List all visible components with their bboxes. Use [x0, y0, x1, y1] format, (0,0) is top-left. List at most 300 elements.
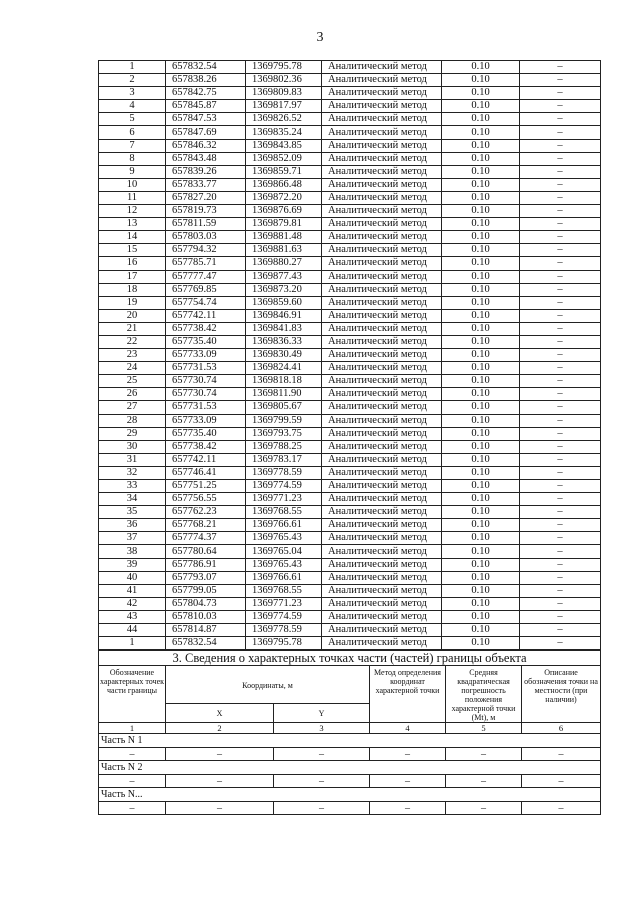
description-cell: –: [520, 205, 601, 218]
description-cell: –: [520, 414, 601, 427]
precision-cell: 0.10: [442, 205, 520, 218]
coordinate-row: [99, 506, 601, 519]
x-coordinate: 657793.07: [166, 571, 246, 584]
method-cell: Аналитический метод: [322, 414, 442, 427]
section-3-title: 3. Сведения о характерных точках части (частей) границы объекта: [99, 651, 601, 666]
x-coordinate: 657735.40: [166, 427, 246, 440]
point-number: 9: [99, 165, 166, 178]
coordinate-row: [99, 218, 601, 231]
y-coordinate: 1369805.67: [246, 401, 322, 414]
description-cell: –: [520, 624, 601, 637]
coordinate-row: [99, 519, 601, 532]
description-cell: –: [520, 388, 601, 401]
dash-cell: –: [446, 802, 522, 815]
x-coordinate: 657731.53: [166, 362, 246, 375]
x-coordinate: 657730.74: [166, 375, 246, 388]
precision-cell: 0.10: [442, 74, 520, 87]
precision-cell: 0.10: [442, 178, 520, 191]
point-number: 17: [99, 270, 166, 283]
method-cell: Аналитический метод: [322, 126, 442, 139]
section-3-table: [98, 650, 601, 815]
precision-cell: 0.10: [442, 283, 520, 296]
method-cell: Аналитический метод: [322, 61, 442, 74]
method-cell: Аналитический метод: [322, 87, 442, 100]
coordinate-row: [99, 427, 601, 440]
point-number: 25: [99, 375, 166, 388]
description-cell: –: [520, 218, 601, 231]
description-cell: –: [520, 335, 601, 348]
x-coordinate: 657847.53: [166, 113, 246, 126]
coordinate-row: [99, 257, 601, 270]
precision-cell: 0.10: [442, 309, 520, 322]
x-coordinate: 657768.21: [166, 519, 246, 532]
method-cell: Аналитический метод: [322, 244, 442, 257]
col-number: 3: [274, 723, 370, 734]
point-number: 24: [99, 362, 166, 375]
point-number: 27: [99, 401, 166, 414]
method-cell: Аналитический метод: [322, 506, 442, 519]
coordinate-row: [99, 113, 601, 126]
point-number: 19: [99, 296, 166, 309]
header-method: Метод определения координат характерной точки: [370, 666, 446, 723]
method-cell: Аналитический метод: [322, 113, 442, 126]
header-point-designation: Обозначение характерных точек части границы: [99, 666, 166, 723]
y-coordinate: 1369879.81: [246, 218, 322, 231]
x-coordinate: 657733.09: [166, 414, 246, 427]
precision-cell: 0.10: [442, 218, 520, 231]
description-cell: –: [520, 427, 601, 440]
precision-cell: 0.10: [442, 610, 520, 623]
point-number: 4: [99, 100, 166, 113]
dash-cell: –: [166, 748, 274, 761]
method-cell: Аналитический метод: [322, 584, 442, 597]
description-cell: –: [520, 440, 601, 453]
description-cell: –: [520, 139, 601, 152]
dash-cell: –: [522, 802, 601, 815]
method-cell: Аналитический метод: [322, 322, 442, 335]
point-number: 34: [99, 493, 166, 506]
coordinate-row: [99, 87, 601, 100]
y-coordinate: 1369880.27: [246, 257, 322, 270]
method-cell: Аналитический метод: [322, 191, 442, 204]
x-coordinate: 657794.32: [166, 244, 246, 257]
description-cell: –: [520, 87, 601, 100]
coordinate-row: [99, 597, 601, 610]
description-cell: –: [520, 309, 601, 322]
precision-cell: 0.10: [442, 493, 520, 506]
x-coordinate: 657838.26: [166, 74, 246, 87]
description-cell: –: [520, 571, 601, 584]
x-coordinate: 657730.74: [166, 388, 246, 401]
dash-cell: –: [99, 802, 166, 815]
precision-cell: 0.10: [442, 87, 520, 100]
precision-cell: 0.10: [442, 61, 520, 74]
y-coordinate: 1369830.49: [246, 349, 322, 362]
y-coordinate: 1369835.24: [246, 126, 322, 139]
method-cell: Аналитический метод: [322, 571, 442, 584]
y-coordinate: 1369795.78: [246, 61, 322, 74]
point-number: 6: [99, 126, 166, 139]
point-number: 18: [99, 283, 166, 296]
precision-cell: 0.10: [442, 165, 520, 178]
x-coordinate: 657843.48: [166, 152, 246, 165]
precision-cell: 0.10: [442, 637, 520, 650]
dash-cell: –: [446, 775, 522, 788]
description-cell: –: [520, 126, 601, 139]
precision-cell: 0.10: [442, 401, 520, 414]
x-coordinate: 657738.42: [166, 440, 246, 453]
precision-cell: 0.10: [442, 231, 520, 244]
x-coordinate: 657819.73: [166, 205, 246, 218]
point-number: 15: [99, 244, 166, 257]
dash-cell: –: [99, 775, 166, 788]
point-number: 12: [99, 205, 166, 218]
precision-cell: 0.10: [442, 624, 520, 637]
coordinate-row: [99, 139, 601, 152]
dash-cell: –: [99, 748, 166, 761]
x-coordinate: 657756.55: [166, 493, 246, 506]
col-number: 5: [446, 723, 522, 734]
coordinate-row: [99, 165, 601, 178]
precision-cell: 0.10: [442, 440, 520, 453]
coordinate-row: [99, 637, 601, 650]
x-coordinate: 657842.75: [166, 87, 246, 100]
method-cell: Аналитический метод: [322, 100, 442, 113]
description-cell: –: [520, 74, 601, 87]
coordinate-row: [99, 244, 601, 257]
point-number: 36: [99, 519, 166, 532]
y-coordinate: 1369766.61: [246, 571, 322, 584]
x-coordinate: 657827.20: [166, 191, 246, 204]
dash-cell: –: [274, 775, 370, 788]
x-coordinate: 657811.59: [166, 218, 246, 231]
precision-cell: 0.10: [442, 427, 520, 440]
coordinate-row: [99, 349, 601, 362]
header-coordinates: Координаты, м: [166, 666, 370, 704]
description-cell: –: [520, 322, 601, 335]
description-cell: –: [520, 637, 601, 650]
description-cell: –: [520, 453, 601, 466]
coordinate-row: [99, 401, 601, 414]
y-coordinate: 1369876.69: [246, 205, 322, 218]
y-coordinate: 1369836.33: [246, 335, 322, 348]
x-coordinate: 657786.91: [166, 558, 246, 571]
y-coordinate: 1369774.59: [246, 610, 322, 623]
part-1-label: Часть N 1: [99, 734, 601, 748]
y-coordinate: 1369841.83: [246, 322, 322, 335]
precision-cell: 0.10: [442, 571, 520, 584]
y-coordinate: 1369881.63: [246, 244, 322, 257]
coordinate-row: [99, 493, 601, 506]
method-cell: Аналитический метод: [322, 388, 442, 401]
y-coordinate: 1369824.41: [246, 362, 322, 375]
header-x: X: [166, 704, 274, 723]
method-cell: Аналитический метод: [322, 335, 442, 348]
precision-cell: 0.10: [442, 414, 520, 427]
part-2-label: Часть N 2: [99, 761, 601, 775]
y-coordinate: 1369843.85: [246, 139, 322, 152]
y-coordinate: 1369881.48: [246, 231, 322, 244]
point-number: 16: [99, 257, 166, 270]
description-cell: –: [520, 545, 601, 558]
y-coordinate: 1369817.97: [246, 100, 322, 113]
description-cell: –: [520, 296, 601, 309]
y-coordinate: 1369783.17: [246, 453, 322, 466]
coordinate-row: [99, 414, 601, 427]
description-cell: –: [520, 610, 601, 623]
coordinate-row: [99, 362, 601, 375]
column-numbers-row: [99, 723, 601, 734]
description-cell: –: [520, 244, 601, 257]
point-number: 38: [99, 545, 166, 558]
point-number: 5: [99, 113, 166, 126]
coordinate-row: [99, 584, 601, 597]
y-coordinate: 1369859.60: [246, 296, 322, 309]
precision-cell: 0.10: [442, 558, 520, 571]
description-cell: –: [520, 152, 601, 165]
point-number: 42: [99, 597, 166, 610]
point-number: 33: [99, 480, 166, 493]
precision-cell: 0.10: [442, 506, 520, 519]
method-cell: Аналитический метод: [322, 519, 442, 532]
point-number: 40: [99, 571, 166, 584]
description-cell: –: [520, 100, 601, 113]
dash-cell: –: [274, 802, 370, 815]
x-coordinate: 657839.26: [166, 165, 246, 178]
col-number: 2: [166, 723, 274, 734]
x-coordinate: 657780.64: [166, 545, 246, 558]
precision-cell: 0.10: [442, 257, 520, 270]
precision-cell: 0.10: [442, 244, 520, 257]
dash-cell: –: [370, 775, 446, 788]
point-number: 8: [99, 152, 166, 165]
description-cell: –: [520, 401, 601, 414]
precision-cell: 0.10: [442, 362, 520, 375]
x-coordinate: 657762.23: [166, 506, 246, 519]
point-number: 14: [99, 231, 166, 244]
coordinate-row: [99, 480, 601, 493]
x-coordinate: 657754.74: [166, 296, 246, 309]
description-cell: –: [520, 493, 601, 506]
coordinate-row: [99, 453, 601, 466]
coordinate-row: [99, 558, 601, 571]
y-coordinate: 1369872.20: [246, 191, 322, 204]
y-coordinate: 1369774.59: [246, 480, 322, 493]
method-cell: Аналитический метод: [322, 362, 442, 375]
coordinate-row: [99, 61, 601, 74]
x-coordinate: 657769.85: [166, 283, 246, 296]
y-coordinate: 1369768.55: [246, 506, 322, 519]
precision-cell: 0.10: [442, 126, 520, 139]
y-coordinate: 1369811.90: [246, 388, 322, 401]
coordinate-row: [99, 126, 601, 139]
description-cell: –: [520, 178, 601, 191]
description-cell: –: [520, 349, 601, 362]
description-cell: –: [520, 165, 601, 178]
x-coordinate: 657735.40: [166, 335, 246, 348]
point-number: 41: [99, 584, 166, 597]
point-number: 44: [99, 624, 166, 637]
x-coordinate: 657785.71: [166, 257, 246, 270]
precision-cell: 0.10: [442, 388, 520, 401]
point-number: 2: [99, 74, 166, 87]
method-cell: Аналитический метод: [322, 558, 442, 571]
precision-cell: 0.10: [442, 466, 520, 479]
method-cell: Аналитический метод: [322, 270, 442, 283]
coordinate-row: [99, 100, 601, 113]
coordinate-row: [99, 296, 601, 309]
col-number: 1: [99, 723, 166, 734]
coordinates-table: [98, 60, 601, 650]
precision-cell: 0.10: [442, 545, 520, 558]
x-coordinate: 657846.32: [166, 139, 246, 152]
coordinate-row: [99, 532, 601, 545]
precision-cell: 0.10: [442, 532, 520, 545]
description-cell: –: [520, 532, 601, 545]
method-cell: Аналитический метод: [322, 401, 442, 414]
coordinate-row: [99, 571, 601, 584]
coordinate-row: [99, 545, 601, 558]
precision-cell: 0.10: [442, 296, 520, 309]
x-coordinate: 657832.54: [166, 637, 246, 650]
method-cell: Аналитический метод: [322, 218, 442, 231]
y-coordinate: 1369809.83: [246, 87, 322, 100]
precision-cell: 0.10: [442, 139, 520, 152]
x-coordinate: 657738.42: [166, 322, 246, 335]
coordinate-row: [99, 152, 601, 165]
coordinate-row: [99, 205, 601, 218]
method-cell: Аналитический метод: [322, 427, 442, 440]
description-cell: –: [520, 480, 601, 493]
method-cell: Аналитический метод: [322, 466, 442, 479]
coordinate-row: [99, 610, 601, 623]
x-coordinate: 657810.03: [166, 610, 246, 623]
point-number: 26: [99, 388, 166, 401]
method-cell: Аналитический метод: [322, 349, 442, 362]
precision-cell: 0.10: [442, 453, 520, 466]
header-precision: Средняя квадратическая погрешность положения характерной точки (Mt), м: [446, 666, 522, 723]
coordinate-row: [99, 309, 601, 322]
header-y: Y: [274, 704, 370, 723]
y-coordinate: 1369771.23: [246, 493, 322, 506]
method-cell: Аналитический метод: [322, 283, 442, 296]
x-coordinate: 657751.25: [166, 480, 246, 493]
description-cell: –: [520, 519, 601, 532]
description-cell: –: [520, 558, 601, 571]
x-coordinate: 657731.53: [166, 401, 246, 414]
precision-cell: 0.10: [442, 322, 520, 335]
precision-cell: 0.10: [442, 375, 520, 388]
precision-cell: 0.10: [442, 335, 520, 348]
coordinate-row: [99, 270, 601, 283]
description-cell: –: [520, 191, 601, 204]
y-coordinate: 1369852.09: [246, 152, 322, 165]
point-number: 29: [99, 427, 166, 440]
x-coordinate: 657833.77: [166, 178, 246, 191]
method-cell: Аналитический метод: [322, 610, 442, 623]
description-cell: –: [520, 61, 601, 74]
description-cell: –: [520, 506, 601, 519]
y-coordinate: 1369795.78: [246, 637, 322, 650]
method-cell: Аналитический метод: [322, 597, 442, 610]
method-cell: Аналитический метод: [322, 139, 442, 152]
description-cell: –: [520, 231, 601, 244]
dash-cell: –: [370, 802, 446, 815]
x-coordinate: 657733.09: [166, 349, 246, 362]
description-cell: –: [520, 113, 601, 126]
coordinate-row: [99, 466, 601, 479]
header-description: Описание обозначения точки на местности (при наличии): [522, 666, 601, 723]
col-number: 4: [370, 723, 446, 734]
precision-cell: 0.10: [442, 597, 520, 610]
point-number: 28: [99, 414, 166, 427]
x-coordinate: 657845.87: [166, 100, 246, 113]
x-coordinate: 657814.87: [166, 624, 246, 637]
y-coordinate: 1369826.52: [246, 113, 322, 126]
coordinate-row: [99, 283, 601, 296]
x-coordinate: 657832.54: [166, 61, 246, 74]
x-coordinate: 657777.47: [166, 270, 246, 283]
dash-cell: –: [166, 802, 274, 815]
y-coordinate: 1369873.20: [246, 283, 322, 296]
point-number: 35: [99, 506, 166, 519]
part-n-row: [99, 802, 601, 815]
x-coordinate: 657746.41: [166, 466, 246, 479]
dash-cell: –: [522, 775, 601, 788]
coordinate-row: [99, 322, 601, 335]
precision-cell: 0.10: [442, 270, 520, 283]
y-coordinate: 1369771.23: [246, 597, 322, 610]
y-coordinate: 1369766.61: [246, 519, 322, 532]
dash-cell: –: [166, 775, 274, 788]
precision-cell: 0.10: [442, 191, 520, 204]
y-coordinate: 1369765.43: [246, 532, 322, 545]
point-number: 1: [99, 61, 166, 74]
point-number: 3: [99, 87, 166, 100]
y-coordinate: 1369765.43: [246, 558, 322, 571]
point-number: 23: [99, 349, 166, 362]
method-cell: Аналитический метод: [322, 257, 442, 270]
method-cell: Аналитический метод: [322, 375, 442, 388]
coordinate-row: [99, 624, 601, 637]
y-coordinate: 1369793.75: [246, 427, 322, 440]
point-number: 43: [99, 610, 166, 623]
point-number: 21: [99, 322, 166, 335]
x-coordinate: 657799.05: [166, 584, 246, 597]
y-coordinate: 1369765.04: [246, 545, 322, 558]
method-cell: Аналитический метод: [322, 296, 442, 309]
part-1-row: [99, 748, 601, 761]
method-cell: Аналитический метод: [322, 309, 442, 322]
description-cell: –: [520, 584, 601, 597]
method-cell: Аналитический метод: [322, 205, 442, 218]
dash-cell: –: [274, 748, 370, 761]
point-number: 11: [99, 191, 166, 204]
y-coordinate: 1369802.36: [246, 74, 322, 87]
method-cell: Аналитический метод: [322, 624, 442, 637]
point-number: 22: [99, 335, 166, 348]
point-number: 37: [99, 532, 166, 545]
point-number: 10: [99, 178, 166, 191]
page-number: 3: [316, 30, 324, 45]
description-cell: –: [520, 466, 601, 479]
precision-cell: 0.10: [442, 584, 520, 597]
dash-cell: –: [370, 748, 446, 761]
method-cell: Аналитический метод: [322, 493, 442, 506]
y-coordinate: 1369866.48: [246, 178, 322, 191]
method-cell: Аналитический метод: [322, 532, 442, 545]
coordinate-row: [99, 335, 601, 348]
